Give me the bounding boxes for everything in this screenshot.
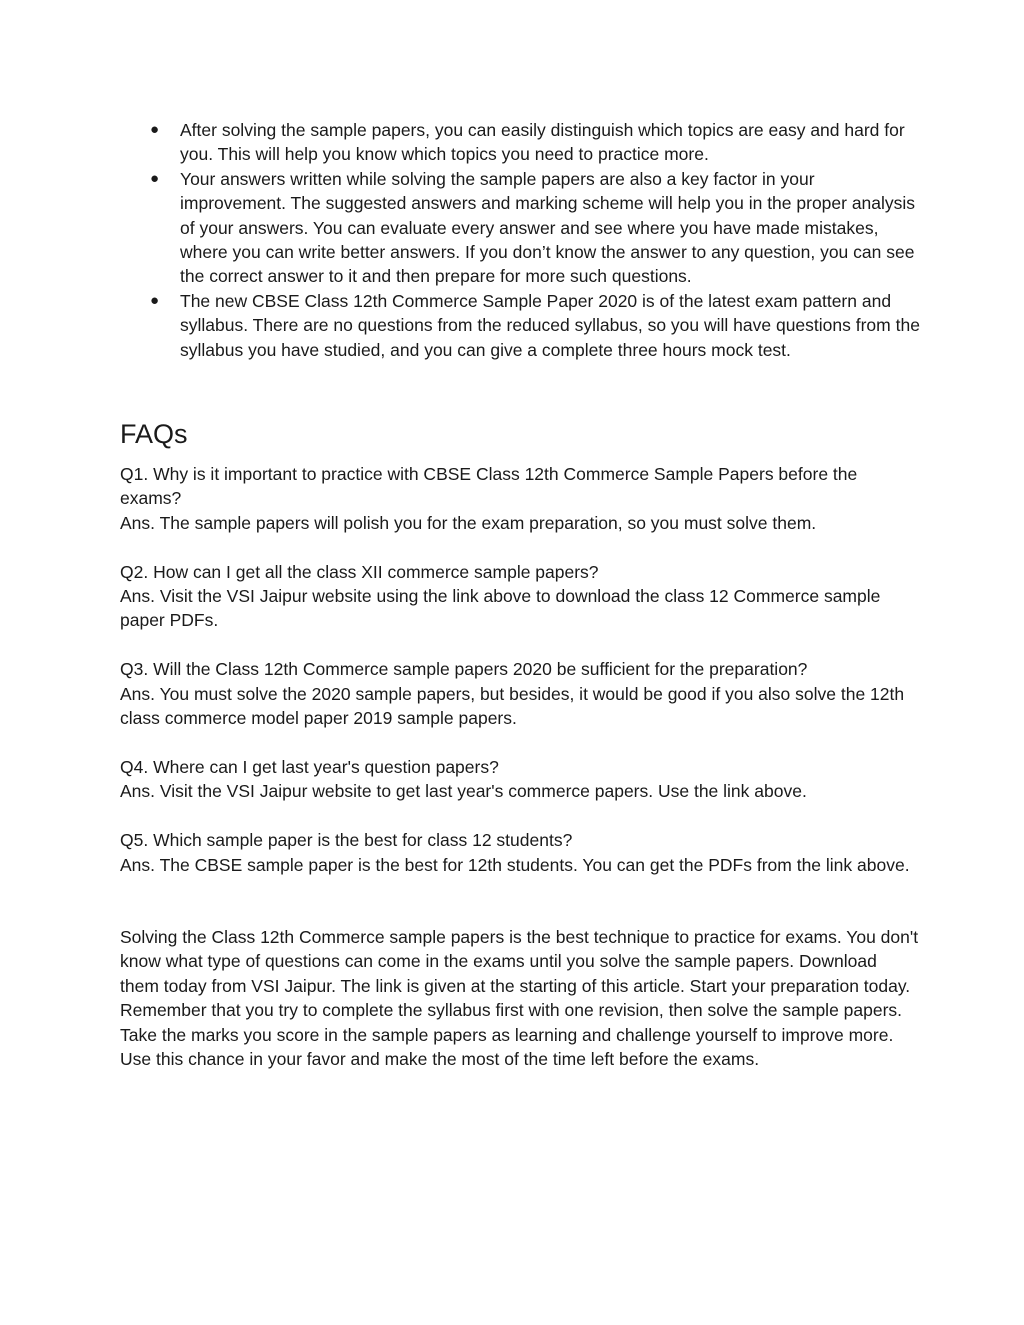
- faq-question: Q5. Which sample paper is the best for class 12 students?: [120, 830, 573, 851]
- faq-answer: Ans. Visit the VSI Jaipur website to get last year's commerce papers. Use the link above.: [120, 781, 807, 802]
- faq-list: [120, 462, 920, 877]
- bullet-icon: ●: [150, 121, 160, 138]
- faq-item: [120, 828, 920, 877]
- faq-item: [120, 755, 920, 804]
- closing-paragraph: Solving the Class 12th Commerce sample papers is the best technique to practice for exams. You don't know what type of questions can come in the exams until you solve the sample papers. Download them today from VSI Jaipur. The link is given at the starting of this article. Start your preparation today. Remember that you try to complete the syllabus first with one revision, then solve the sample papers. Take the marks you score in the sample papers as learning and challenge yourself to improve more. Use this chance in your favor and make the most of the time left before the exams.: [120, 926, 919, 1069]
- faq-item: [120, 560, 920, 633]
- document-body: [120, 118, 920, 1071]
- bullet-text: The new CBSE Class 12th Commerce Sample Paper 2020 is of the latest exam pattern and syllabus. There are no questions from the reduced syllabus, so you will have questions from the syllabus you have studied, and you can give a complete three hours mock test.: [180, 290, 920, 360]
- faq-answer: Ans. The sample papers will polish you for the exam preparation, so you must solve them.: [120, 512, 817, 533]
- bullet-text: Your answers written while solving the sample papers are also a key factor in your improvement. The suggested answers and marking scheme will help you in the proper analysis of your answers. You can evaluate every answer and see where you have made mistakes, where you can write better answers. If you don’t know the answer to any question, you can see the correct answer to it and then prepare for more such questions.: [180, 168, 916, 287]
- faq-question: Q3. Will the Class 12th Commerce sample papers 2020 be sufficient for the preparation?: [120, 659, 808, 680]
- list-item: [120, 118, 920, 167]
- list-item: [120, 167, 920, 289]
- faq-answer: Ans. The CBSE sample paper is the best for 12th students. You can get the PDFs from the link above.: [120, 854, 910, 875]
- list-item: [120, 289, 920, 362]
- faq-answer: Ans. You must solve the 2020 sample papers, but besides, it would be good if you also solve the 12th class commerce model paper 2019 sample papers.: [120, 683, 905, 729]
- faq-question: Q1. Why is it important to practice with CBSE Class 12th Commerce Sample Papers before the exams?: [120, 464, 858, 509]
- bullet-list: [120, 118, 920, 362]
- faq-heading: FAQs: [120, 419, 188, 450]
- bullet-text: After solving the sample papers, you can easily distinguish which topics are easy and hard for you. This will help you know which topics you need to practice more.: [180, 120, 905, 165]
- bullet-icon: ●: [150, 291, 160, 309]
- faq-question: Q2. How can I get all the class XII commerce sample papers?: [120, 561, 599, 582]
- closing-section: [120, 925, 920, 1071]
- faq-question: Q4. Where can I get last year's question papers?: [120, 756, 499, 777]
- bullet-icon: ●: [150, 169, 160, 187]
- faq-item: [120, 657, 920, 730]
- faq-item: [120, 462, 920, 535]
- faq-answer: Ans. Visit the VSI Jaipur website using the link above to download the class 12 Commerce sample paper PDFs.: [120, 586, 881, 631]
